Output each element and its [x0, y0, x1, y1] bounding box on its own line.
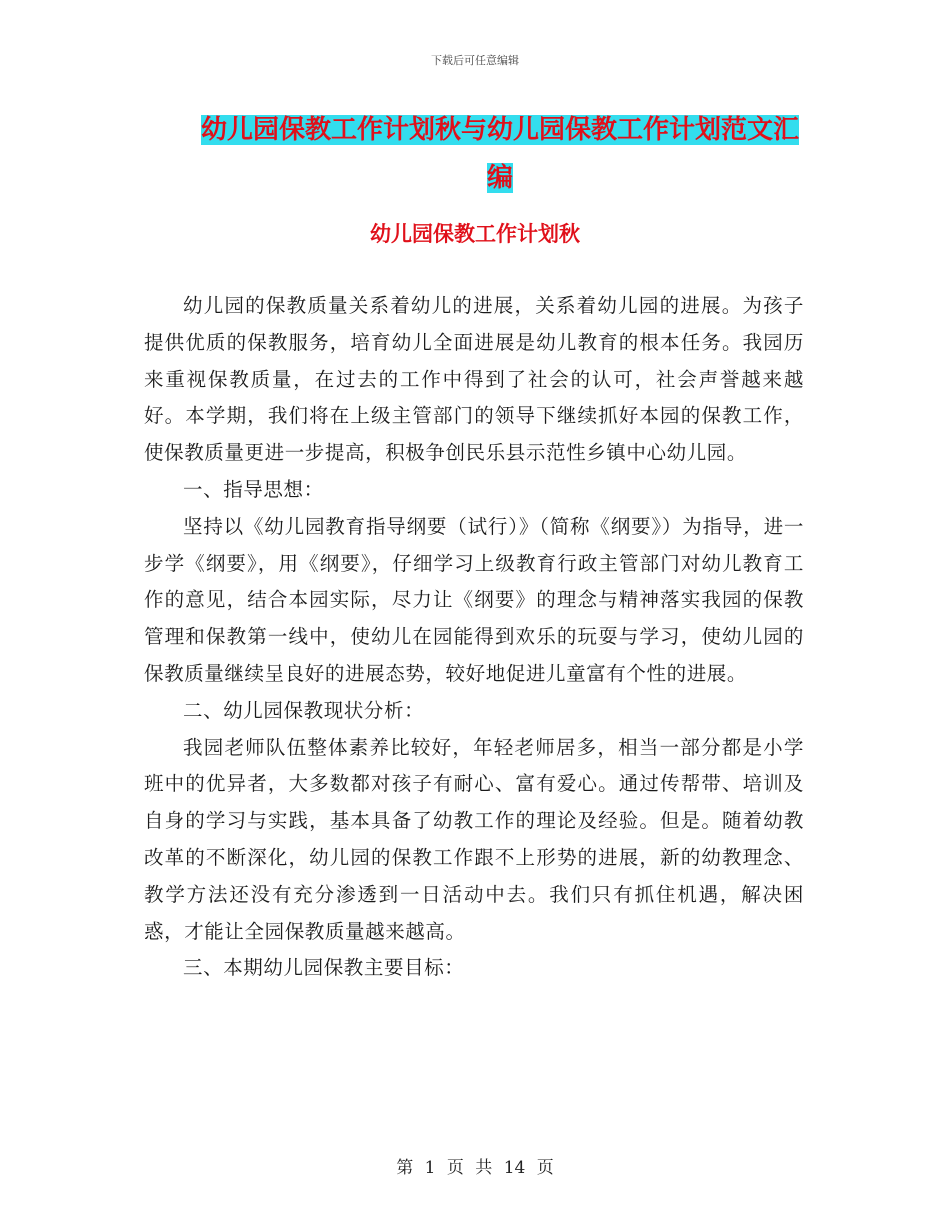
- body-paragraph: 幼儿园的保教质量关系着幼儿的进展，关系着幼儿园的进展。为孩子提供优质的保教服务，培育幼儿全面进展是幼儿教育的根本任务。我园历来重视保教质量，在过去的工作中得到了社会的认可，社会声誉越来越好。本学期，我们将在上级主管部门的领导下继续抓好本园的保教工作，使保教质量更进一步提高，积极争创民乐县示范性乡镇中心幼儿园。: [144, 294, 804, 465]
- header-note: 下载后可任意编辑: [431, 54, 519, 67]
- section-title: 幼儿园保教工作计划秋: [370, 222, 580, 246]
- body-paragraph: 坚持以《幼儿园教育指导纲要（试行）》（简称《纲要》）为指导，进一步学《纲要》，用《纲要》，仔细学习上级教育行政主管部门对幼儿教育工作的意见，结合本园实际，尽力让《纲要》的理念与精神落实我园的保教管理和保教第一线中，使幼儿在园能得到欢乐的玩耍与学习，使幼儿园的保教质量继续呈良好的进展态势，较好地促进儿童富有个性的进展。: [144, 514, 804, 685]
- document-body: [144, 288, 804, 987]
- document-title-text: 幼儿园保教工作计划秋与幼儿园保教工作计划范文汇编: [200, 115, 799, 193]
- document-title: [190, 106, 810, 202]
- body-paragraph: 我园老师队伍整体素养比较好，年轻老师居多，相当一部分都是小学班中的优异者，大多数都对孩子有耐心、富有爱心。通过传帮带、培训及自身的学习与实践，基本具备了幼教工作的理论及经验。但是。随着幼教改革的不断深化，幼儿园的保教工作跟不上形势的进展，新的幼教理念、教学方法还没有充分渗透到一日活动中去。我们只有抓住机遇，解决困惑，才能让全园保教质量越来越高。: [144, 735, 804, 943]
- body-heading-guiding-ideology: 一、指导思想：: [183, 477, 324, 501]
- body-heading-main-goals: 三、本期幼儿园保教主要目标：: [183, 956, 465, 980]
- page-footer: 第 1 页 共 14 页: [396, 1158, 554, 1178]
- body-heading-status-analysis: 二、幼儿园保教现状分析：: [183, 698, 425, 722]
